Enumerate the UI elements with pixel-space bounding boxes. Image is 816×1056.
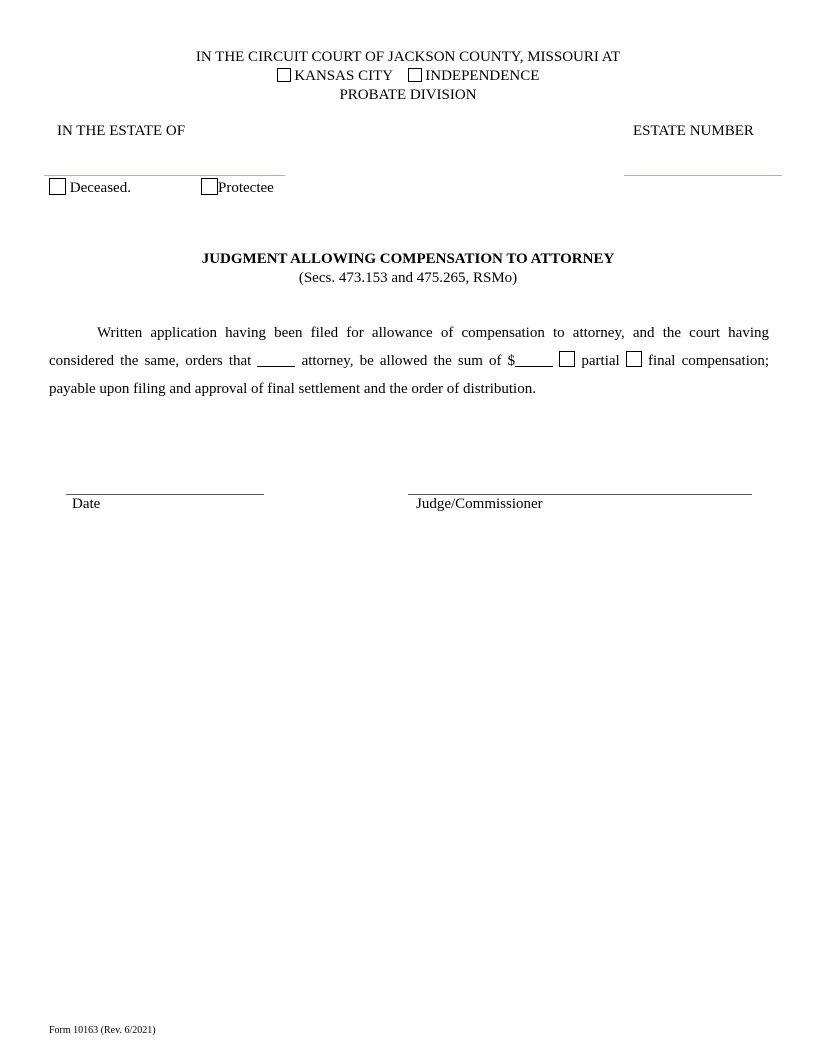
kansas-city-label: KANSAS CITY — [294, 68, 393, 84]
deceased-checkbox[interactable] — [49, 178, 66, 195]
judge-label: Judge/Commissioner — [416, 496, 543, 512]
deceased-label: Deceased. — [69, 180, 131, 196]
judgment-paragraph — [49, 319, 769, 403]
date-signature-line[interactable] — [66, 494, 264, 495]
attorney-name-blank[interactable] — [257, 352, 295, 367]
protectee-label: Protectee — [218, 180, 274, 196]
estate-number-field[interactable] — [624, 175, 782, 176]
estate-number-label: ESTATE NUMBER — [633, 123, 754, 139]
protectee-option — [201, 178, 274, 197]
location-options — [0, 68, 816, 85]
court-line: IN THE CIRCUIT COURT OF JACKSON COUNTY, MISSOURI AT — [195, 49, 621, 65]
document-subtitle: (Secs. 473.153 and 475.265, RSMo) — [298, 270, 518, 286]
independence-checkbox[interactable] — [408, 68, 422, 82]
date-label: Date — [72, 496, 101, 512]
amount-blank[interactable] — [515, 352, 553, 367]
body-part-1: Written application having been filed for allowance of compensation to attorney, and the court having considered the same, orders that — [49, 325, 769, 369]
partial-label: partial — [581, 353, 620, 369]
final-checkbox[interactable] — [626, 351, 642, 367]
court-heading — [0, 49, 816, 66]
protectee-checkbox[interactable] — [201, 178, 218, 195]
division-label: PROBATE DIVISION — [339, 87, 477, 103]
judge-signature-line[interactable] — [408, 494, 752, 495]
estate-name-field[interactable] — [44, 175, 285, 176]
document-title: JUDGMENT ALLOWING COMPENSATION TO ATTORNEY — [201, 251, 615, 267]
partial-checkbox[interactable] — [559, 351, 575, 367]
body-part-3: payable upon filing and approval of final settlement and the order of distribution. — [49, 381, 536, 397]
independence-label: INDEPENDENCE — [425, 68, 540, 84]
division — [0, 87, 816, 104]
body-part-2: attorney, be allowed the sum of $ — [301, 353, 516, 369]
kansas-city-checkbox[interactable] — [277, 68, 291, 82]
form-id: Form 10163 (Rev. 6/2021) — [49, 1025, 156, 1036]
final-label: final compensation; — [647, 353, 770, 369]
deceased-option — [49, 178, 131, 197]
estate-of-label: IN THE ESTATE OF — [57, 123, 186, 139]
